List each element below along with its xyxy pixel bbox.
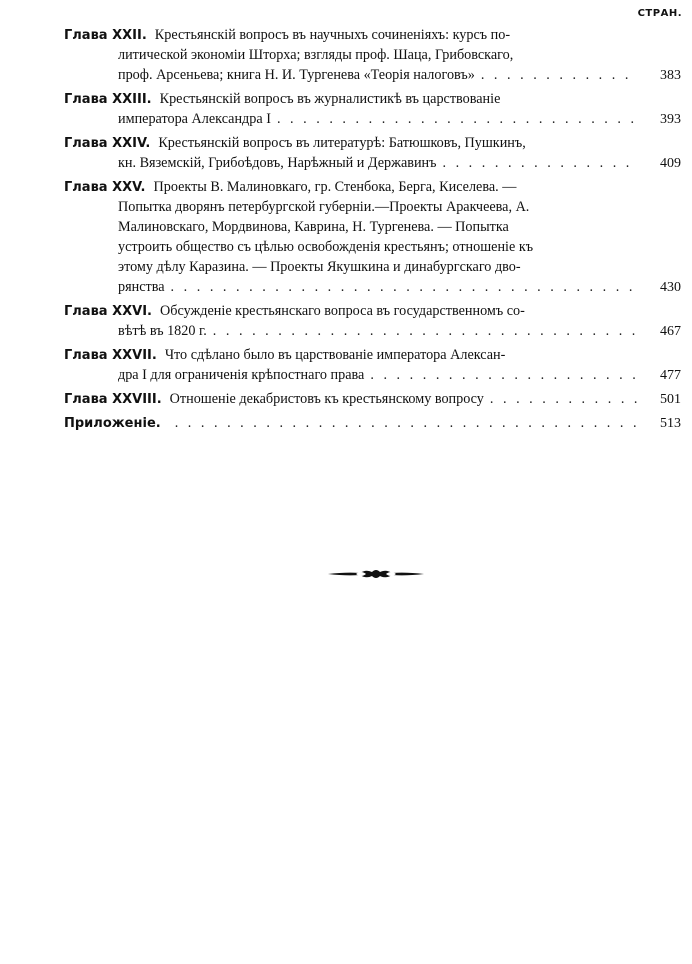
chapter-label: Глава XXVI.	[64, 304, 152, 319]
leader-dots	[442, 153, 637, 173]
page-number: 513	[660, 416, 681, 431]
leader-dots	[175, 413, 637, 433]
toc-line	[64, 389, 681, 409]
page-number: 393	[660, 112, 681, 127]
chapter-label: Глава XXVIII.	[64, 392, 162, 407]
chapter-title-line: Крестьянскій вопросъ въ научныхъ сочиненіяхъ: курсъ по-	[154, 27, 511, 43]
page-number: 383	[660, 68, 681, 83]
toc-line	[64, 301, 681, 321]
leader-dots	[213, 321, 637, 341]
chapter-title-line: этому дѣлу Каразина. — Проекты Якушкина и динабургскаго дво-	[118, 259, 521, 275]
toc-line	[64, 365, 681, 385]
chapter-title-line: вѣтѣ въ 1820 г.	[118, 323, 207, 339]
toc-line	[64, 197, 681, 217]
toc-line	[64, 153, 681, 173]
toc-line	[64, 45, 681, 65]
chapter-label: Глава XXIV.	[64, 136, 151, 151]
toc-line	[64, 89, 681, 109]
toc-line	[64, 277, 681, 297]
toc-line	[64, 237, 681, 257]
toc-entry	[64, 389, 681, 409]
chapter-title-line: Крестьянскій вопросъ въ журналистикѣ въ царствованіе	[159, 91, 501, 107]
chapter-label: Глава XXV.	[64, 180, 146, 195]
chapter-title-line: литической экономіи Шторха; взгляды проф. Шаца, Грибовскаго,	[118, 47, 514, 63]
chapter-title-line: Крестьянскій вопросъ въ литературѣ: Батюшковъ, Пушкинъ,	[158, 135, 526, 151]
page-number: 501	[660, 392, 681, 407]
toc-entry	[64, 413, 681, 433]
table-of-contents	[64, 25, 681, 437]
toc-line	[64, 177, 681, 197]
chapter-label: Глава XXIII.	[64, 92, 152, 107]
chapter-label: Глава XXII.	[64, 28, 147, 43]
leader-dots	[490, 389, 637, 409]
page-number: 467	[660, 324, 681, 339]
chapter-title-line: Что сдѣлано было въ царствованіе императора Алексан-	[164, 347, 506, 363]
chapter-title-line: кн. Вяземскій, Грибоѣдовъ, Нарѣжный и Державинъ	[118, 155, 437, 171]
page-number: 409	[660, 156, 681, 171]
chapter-title-line: дра I для ограниченія крѣпостнаго права	[118, 367, 365, 383]
toc-line	[64, 257, 681, 277]
toc-line	[64, 133, 681, 153]
toc-line	[64, 413, 681, 433]
toc-entry	[64, 301, 681, 341]
chapter-title-line: проф. Арсеньева; книга Н. И. Тургенева «Теорія налоговъ»	[118, 67, 475, 83]
decorative-ornament-icon	[326, 566, 426, 582]
page-column-header: СТРАН.	[637, 8, 682, 19]
chapter-title-line: Отношеніе декабристовъ къ крестьянскому вопросу	[169, 391, 484, 407]
leader-dots	[171, 277, 637, 297]
chapter-title-line: устроить общество съ цѣлью освобожденія крестьянъ; отношеніе къ	[118, 239, 534, 255]
toc-entry	[64, 133, 681, 173]
toc-line	[64, 109, 681, 129]
chapter-title-line: Малиновскаго, Мордвинова, Каврина, Н. Тургенева. — Попытка	[118, 219, 509, 235]
chapter-label: Глава XXVII.	[64, 348, 157, 363]
page-number: 430	[660, 280, 681, 295]
toc-entry	[64, 177, 681, 297]
toc-line	[64, 217, 681, 237]
toc-line	[64, 345, 681, 365]
chapter-title-line: рянства	[118, 279, 165, 295]
page-number: 477	[660, 368, 681, 383]
leader-dots	[277, 109, 637, 129]
chapter-title-line: императора Александра I	[118, 111, 271, 127]
toc-line	[64, 321, 681, 341]
toc-entry	[64, 89, 681, 129]
chapter-title-line: Проекты В. Малиновкаго, гр. Стенбока, Берга, Киселева. —	[153, 179, 517, 195]
chapter-label: Приложеніе.	[64, 416, 161, 431]
leader-dots	[481, 65, 637, 85]
chapter-title-line: Попытка дворянъ петербургской губерніи.—Проекты Аракчеева, А.	[118, 199, 530, 215]
toc-entry	[64, 345, 681, 385]
chapter-title-line: Обсужденіе крестьянскаго вопроса въ государственномъ со-	[160, 303, 525, 319]
toc-entry	[64, 25, 681, 85]
toc-line	[64, 25, 681, 45]
leader-dots	[370, 365, 637, 385]
toc-line	[64, 65, 681, 85]
